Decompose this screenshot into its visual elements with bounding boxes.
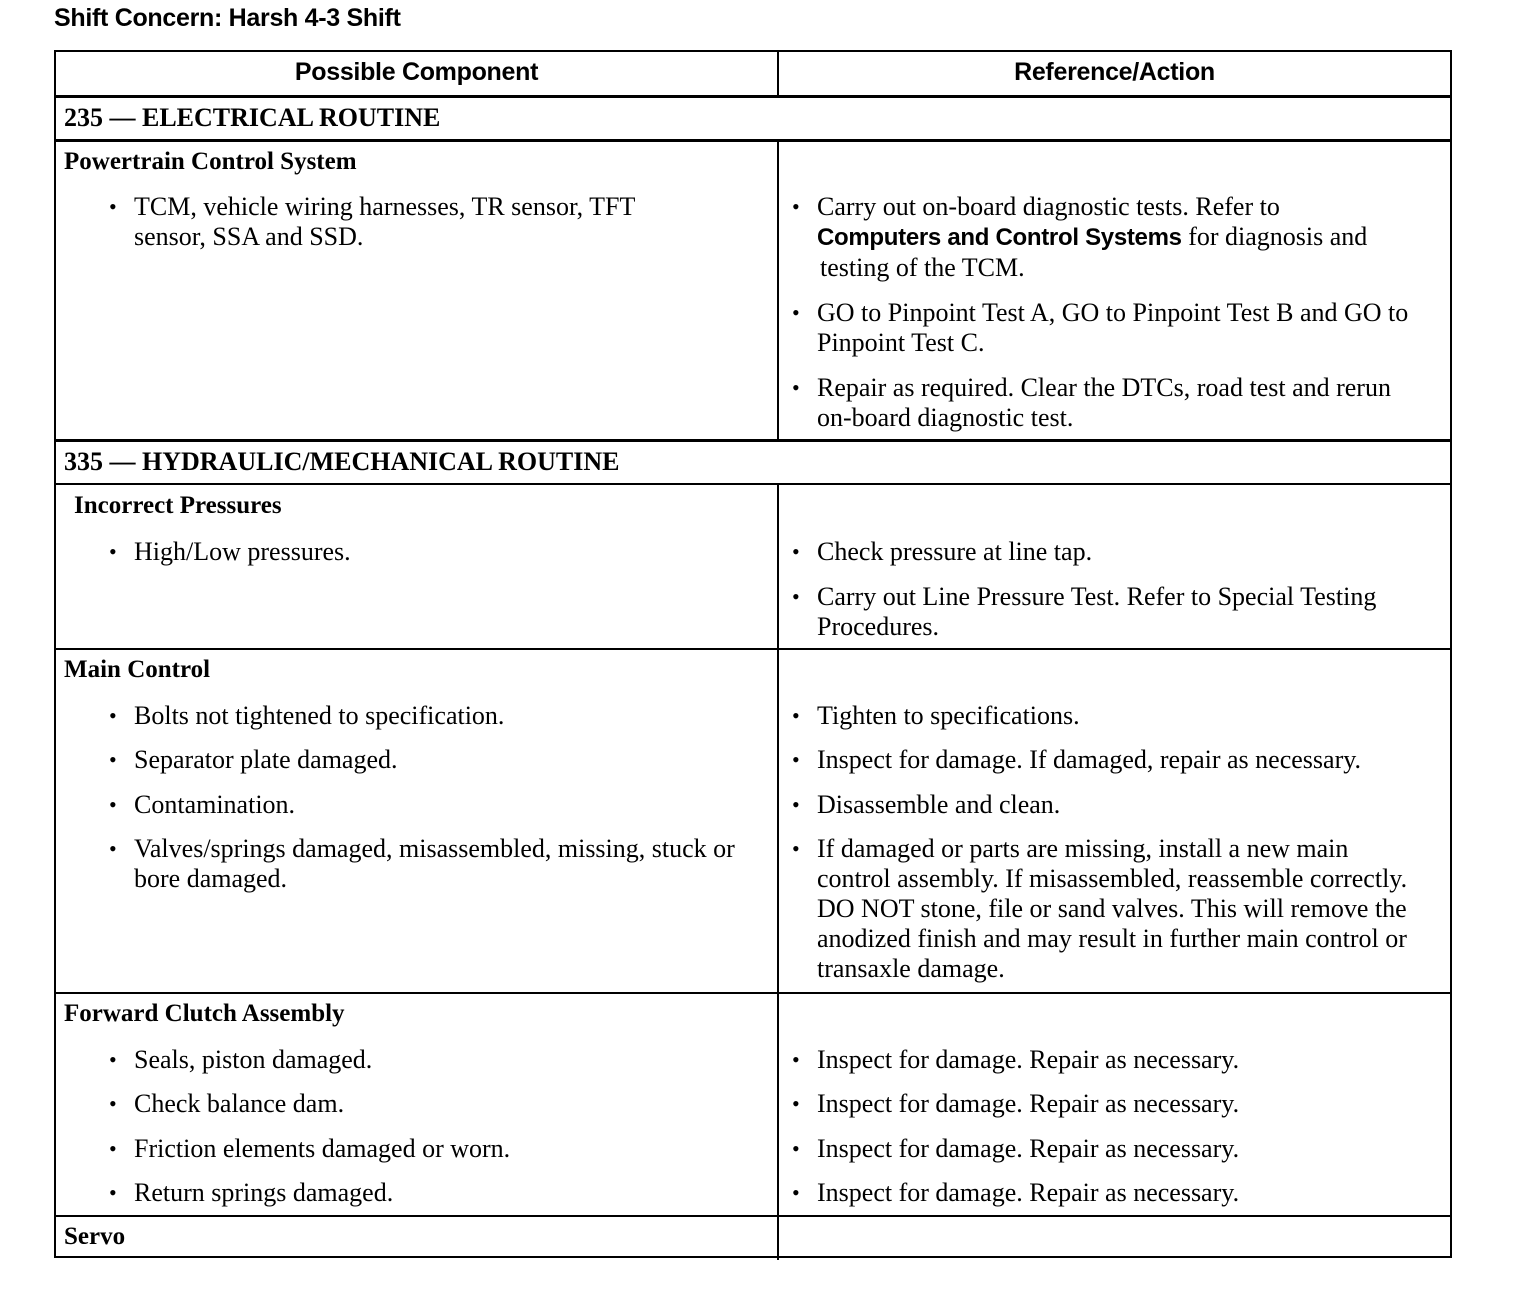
- bullet-icon: •: [109, 1180, 117, 1205]
- group-servo: Servo: [64, 1223, 126, 1250]
- action-text: Inspect for damage. If damaged, repair as necessary.: [817, 745, 1362, 774]
- component-text: Valves/springs damaged, misassembled, missing, stuck or bore damaged.: [134, 834, 735, 893]
- action-text: If damaged or parts are missing, install a new main control assembly. If misassembled, reassemble correctly. DO NOT stone, file or sand valves. This will remove the anodized finish and may result in further main control or transaxle damage.: [817, 834, 1408, 983]
- bullet-icon: •: [792, 703, 800, 728]
- bullet-icon: •: [792, 194, 800, 219]
- bullet-icon: •: [109, 194, 117, 219]
- action-text: for diagnosis and: [1188, 222, 1368, 251]
- cross-reference-link[interactable]: Computers and Control Systems: [817, 224, 1182, 251]
- action-text: Check pressure at line tap.: [817, 537, 1093, 566]
- action-text: Tighten to specifications.: [817, 701, 1080, 730]
- group-powertrain-control-system: Powertrain Control System: [64, 148, 357, 175]
- component-text: Check balance dam.: [134, 1089, 345, 1118]
- action-text: testing of the TCM.: [820, 253, 1025, 282]
- component-text: Separator plate damaged.: [134, 745, 398, 774]
- column-divider: [777, 484, 779, 1260]
- bullet-icon: •: [109, 747, 117, 772]
- row-divider: [56, 139, 1450, 142]
- diagnosis-table: [54, 50, 1452, 1258]
- component-text: Seals, piston damaged.: [134, 1045, 373, 1074]
- group-incorrect-pressures: Incorrect Pressures: [74, 492, 282, 519]
- action-text: GO to Pinpoint Test A, GO to Pinpoint Test B and GO to Pinpoint Test C.: [817, 298, 1409, 357]
- row-divider: [56, 95, 1450, 98]
- action-text: Inspect for damage. Repair as necessary.: [817, 1089, 1240, 1118]
- column-divider: [777, 140, 779, 440]
- action-text: Inspect for damage. Repair as necessary.: [817, 1045, 1240, 1074]
- group-main-control: Main Control: [64, 656, 211, 683]
- bullet-icon: •: [109, 792, 117, 817]
- action-text: Inspect for damage. Repair as necessary.: [817, 1134, 1240, 1163]
- action-text: Carry out on-board diagnostic tests. Refer to: [817, 192, 1280, 221]
- bullet-icon: •: [792, 792, 800, 817]
- bullet-icon: •: [792, 1136, 800, 1161]
- bullet-icon: •: [792, 1047, 800, 1072]
- bullet-icon: •: [109, 836, 117, 861]
- component-text: Friction elements damaged or worn.: [134, 1134, 511, 1163]
- action-text: Disassemble and clean.: [817, 790, 1061, 819]
- section-header-hydraulic-mechanical: 335 — HYDRAULIC/MECHANICAL ROUTINE: [64, 447, 620, 476]
- row-divider: [56, 439, 1450, 442]
- component-text: Contamination.: [134, 790, 296, 819]
- bullet-icon: •: [792, 836, 800, 861]
- bullet-icon: •: [792, 539, 800, 564]
- bullet-icon: •: [792, 300, 800, 325]
- row-divider: [56, 1215, 1450, 1217]
- group-forward-clutch-assembly: Forward Clutch Assembly: [64, 1000, 345, 1027]
- bullet-icon: •: [792, 1091, 800, 1116]
- action-text: Carry out Line Pressure Test. Refer to Special Testing Procedures.: [817, 582, 1377, 641]
- section-header-electrical: 235 — ELECTRICAL ROUTINE: [64, 103, 441, 132]
- row-divider: [56, 992, 1450, 994]
- bullet-icon: •: [109, 703, 117, 728]
- page-title: Shift Concern: Harsh 4-3 Shift: [54, 4, 401, 32]
- action-text: Inspect for damage. Repair as necessary.: [817, 1178, 1240, 1207]
- bullet-icon: •: [792, 1180, 800, 1205]
- bullet-icon: •: [109, 1091, 117, 1116]
- component-text: Return springs damaged.: [134, 1178, 394, 1207]
- bullet-icon: •: [109, 1136, 117, 1161]
- row-divider: [56, 648, 1450, 650]
- row-divider: [56, 483, 1450, 485]
- component-text: Bolts not tightened to specification.: [134, 701, 505, 730]
- component-text: High/Low pressures.: [134, 537, 351, 566]
- bullet-icon: •: [792, 747, 800, 772]
- bullet-icon: •: [109, 539, 117, 564]
- action-text: Repair as required. Clear the DTCs, road test and rerun on-board diagnostic test.: [817, 373, 1391, 432]
- header-reference-action: Reference/Action: [1014, 58, 1215, 86]
- header-possible-component: Possible Component: [294, 58, 539, 86]
- component-text: TCM, vehicle wiring harnesses, TR sensor, TFT sensor, SSA and SSD.: [134, 192, 635, 251]
- bullet-icon: •: [792, 375, 800, 400]
- bullet-icon: •: [792, 584, 800, 609]
- bullet-icon: •: [109, 1047, 117, 1072]
